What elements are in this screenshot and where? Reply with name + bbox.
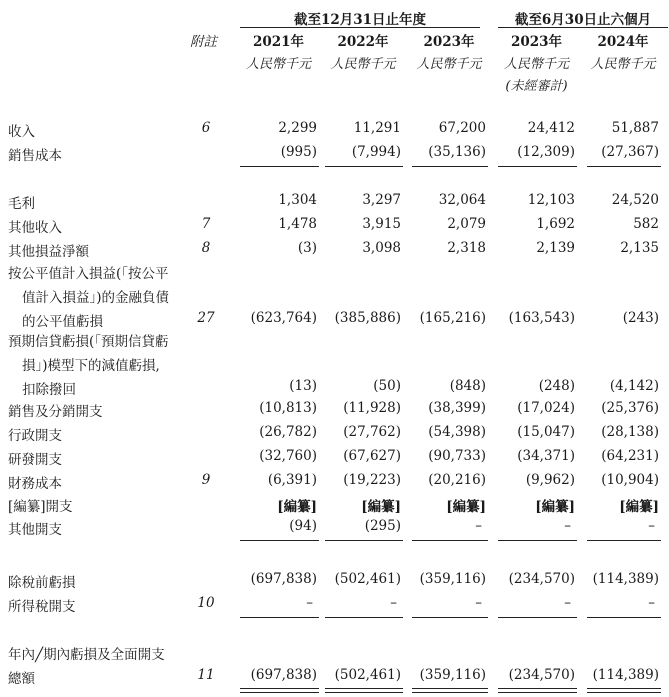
- row-label: 收入: [8, 124, 35, 140]
- row-note-ref: 10: [197, 595, 215, 611]
- row-label: 銷售及分銷開支: [8, 404, 103, 420]
- row-note-ref: 7: [201, 216, 211, 232]
- single-underline: [587, 540, 661, 541]
- table-cell: –: [390, 595, 397, 611]
- double-underline: [325, 688, 403, 693]
- table-cell: (697,838): [250, 667, 317, 683]
- note-column-header: 附註: [190, 34, 217, 50]
- table-cell: (243): [622, 310, 659, 326]
- table-cell: (64,231): [601, 448, 659, 464]
- table-cell: 2,079: [447, 216, 486, 232]
- table-cell: –: [475, 518, 482, 534]
- table-cell: (38,399): [428, 400, 486, 416]
- table-cell: (34,371): [517, 448, 575, 464]
- table-cell: (697,838): [250, 571, 317, 587]
- table-cell: 2,139: [536, 240, 575, 256]
- table-cell: (9,962): [525, 472, 575, 488]
- table-cell: 51,887: [611, 120, 659, 136]
- double-underline: [412, 688, 488, 693]
- column-unaudited-note: (未經審計): [505, 79, 568, 94]
- table-cell: (385,886): [334, 310, 401, 326]
- table-cell: (165,216): [419, 310, 486, 326]
- table-cell: (11,928): [343, 400, 401, 416]
- row-label: 扣除撥回: [22, 382, 76, 398]
- table-cell: (623,764): [250, 310, 317, 326]
- table-cell: [編纂]: [535, 499, 575, 515]
- table-cell: 1,478: [278, 216, 317, 232]
- table-cell: (28,138): [601, 424, 659, 440]
- row-label: 其他損益淨額: [8, 244, 89, 260]
- table-cell: (54,398): [428, 424, 486, 440]
- table-cell: –: [648, 518, 655, 534]
- table-cell: (94): [289, 518, 317, 534]
- table-cell: (10,813): [259, 400, 317, 416]
- table-cell: –: [564, 518, 571, 534]
- table-cell: (25,376): [601, 400, 659, 416]
- table-cell: (114,389): [592, 571, 659, 587]
- column-unit-header: 人民幣千元: [330, 57, 396, 72]
- column-year-header: 2024年: [597, 34, 649, 50]
- table-cell: (19,223): [343, 472, 401, 488]
- table-cell: (12,309): [517, 144, 575, 160]
- single-underline: [412, 166, 488, 167]
- table-cell: (848): [449, 378, 486, 394]
- row-note-ref: 11: [197, 667, 215, 683]
- table-cell: –: [648, 595, 655, 611]
- table-cell: 2,318: [447, 240, 486, 256]
- table-cell: (15,047): [517, 424, 575, 440]
- row-note-ref: 6: [201, 120, 211, 136]
- row-label: 的公平值虧損: [22, 314, 103, 330]
- column-unit-header: 人民幣千元: [590, 57, 656, 72]
- column-year-header: 2023年: [423, 34, 475, 50]
- row-label: 行政開支: [8, 428, 62, 444]
- table-cell: 2,135: [620, 240, 659, 256]
- single-underline: [325, 166, 403, 167]
- table-cell: 1,692: [536, 216, 575, 232]
- column-unit-header: 人民幣千元: [503, 57, 569, 72]
- row-label: 值計入損益」)的金融負債: [22, 290, 170, 306]
- table-cell: (3): [297, 240, 317, 256]
- row-label: [編纂]開支: [8, 499, 73, 515]
- table-cell: 3,915: [362, 216, 401, 232]
- column-year-header: 2023年: [510, 34, 563, 50]
- single-underline: [498, 166, 577, 167]
- row-label: 損」)模型下的減值虧損,: [22, 358, 160, 374]
- table-cell: (234,570): [508, 571, 575, 587]
- table-cell: 582: [633, 216, 659, 232]
- table-cell: (114,389): [592, 667, 659, 683]
- single-underline: [498, 540, 577, 541]
- table-cell: –: [564, 595, 571, 611]
- single-underline: [240, 617, 319, 618]
- table-cell: (32,760): [259, 448, 317, 464]
- table-cell: [編纂]: [361, 499, 401, 515]
- table-cell: (502,461): [334, 667, 401, 683]
- table-cell: (90,733): [428, 448, 486, 464]
- table-cell: 3,098: [362, 240, 401, 256]
- table-cell: 67,200: [438, 120, 486, 136]
- row-label: 其他收入: [8, 220, 62, 236]
- table-cell: [編纂]: [619, 499, 659, 515]
- row-label: 年內╱期內虧損及全面開支: [8, 647, 165, 663]
- table-cell: (13): [289, 378, 317, 394]
- double-underline: [498, 688, 577, 693]
- header-underline-half-year: [498, 27, 668, 28]
- table-cell: 3,297: [362, 192, 401, 208]
- column-year-header: 2022年: [337, 34, 389, 50]
- table-cell: (35,136): [428, 144, 486, 160]
- single-underline: [587, 166, 661, 167]
- single-underline: [240, 166, 319, 167]
- table-cell: (67,627): [343, 448, 401, 464]
- double-underline: [240, 688, 319, 693]
- table-cell: (502,461): [334, 571, 401, 587]
- table-cell: (359,116): [419, 667, 486, 683]
- table-cell: (27,762): [343, 424, 401, 440]
- single-underline: [412, 540, 488, 541]
- single-underline: [325, 617, 403, 618]
- table-cell: (4,142): [609, 378, 659, 394]
- table-cell: 12,103: [527, 192, 575, 208]
- header-underline-full-year: [240, 27, 480, 28]
- table-cell: 24,412: [527, 120, 575, 136]
- row-note-ref: 9: [201, 472, 211, 488]
- table-cell: (17,024): [517, 400, 575, 416]
- table-cell: –: [306, 595, 313, 611]
- single-underline: [240, 540, 319, 541]
- table-cell: (234,570): [508, 667, 575, 683]
- row-note-ref: 8: [201, 240, 211, 256]
- table-cell: –: [475, 595, 482, 611]
- single-underline: [498, 617, 577, 618]
- table-cell: (6,391): [267, 472, 317, 488]
- row-label: 除稅前虧損: [8, 575, 76, 591]
- single-underline: [587, 617, 661, 618]
- table-cell: (359,116): [419, 571, 486, 587]
- table-cell: 32,064: [438, 192, 486, 208]
- row-label: 銷售成本: [8, 148, 62, 164]
- table-cell: 24,520: [611, 192, 659, 208]
- table-cell: (7,994): [351, 144, 401, 160]
- table-cell: 11,291: [353, 120, 401, 136]
- table-cell: (26,782): [259, 424, 317, 440]
- single-underline: [412, 617, 488, 618]
- row-label: 研發開支: [8, 452, 62, 468]
- period-half-year-header: 截至6月30日止六個月: [514, 12, 652, 28]
- table-cell: (248): [538, 378, 575, 394]
- row-label: 財務成本: [8, 476, 62, 492]
- row-label: 總額: [8, 671, 35, 687]
- table-cell: [編纂]: [446, 499, 486, 515]
- table-cell: (10,904): [601, 472, 659, 488]
- single-underline: [325, 540, 403, 541]
- column-unit-header: 人民幣千元: [416, 57, 482, 72]
- row-label: 毛利: [8, 196, 35, 212]
- table-cell: (163,543): [508, 310, 575, 326]
- table-cell: [編纂]: [277, 499, 317, 515]
- column-unit-header: 人民幣千元: [245, 57, 311, 72]
- row-note-ref: 27: [197, 310, 215, 326]
- row-label: 其他開支: [8, 522, 62, 538]
- row-label: 所得稅開支: [8, 599, 76, 615]
- table-cell: 1,304: [278, 192, 317, 208]
- double-underline: [587, 688, 661, 693]
- table-cell: (995): [280, 144, 317, 160]
- column-year-header: 2021年: [252, 34, 305, 50]
- row-label: 預期信貸虧損(「預期信貸虧: [8, 334, 169, 350]
- row-label: 按公平值計入損益(「按公平: [8, 266, 169, 282]
- table-cell: (295): [364, 518, 401, 534]
- table-cell: (27,367): [601, 144, 659, 160]
- table-cell: (20,216): [428, 472, 486, 488]
- table-cell: (50): [373, 378, 401, 394]
- period-full-year-header: 截至12月31日止年度: [293, 12, 427, 28]
- table-cell: 2,299: [278, 120, 317, 136]
